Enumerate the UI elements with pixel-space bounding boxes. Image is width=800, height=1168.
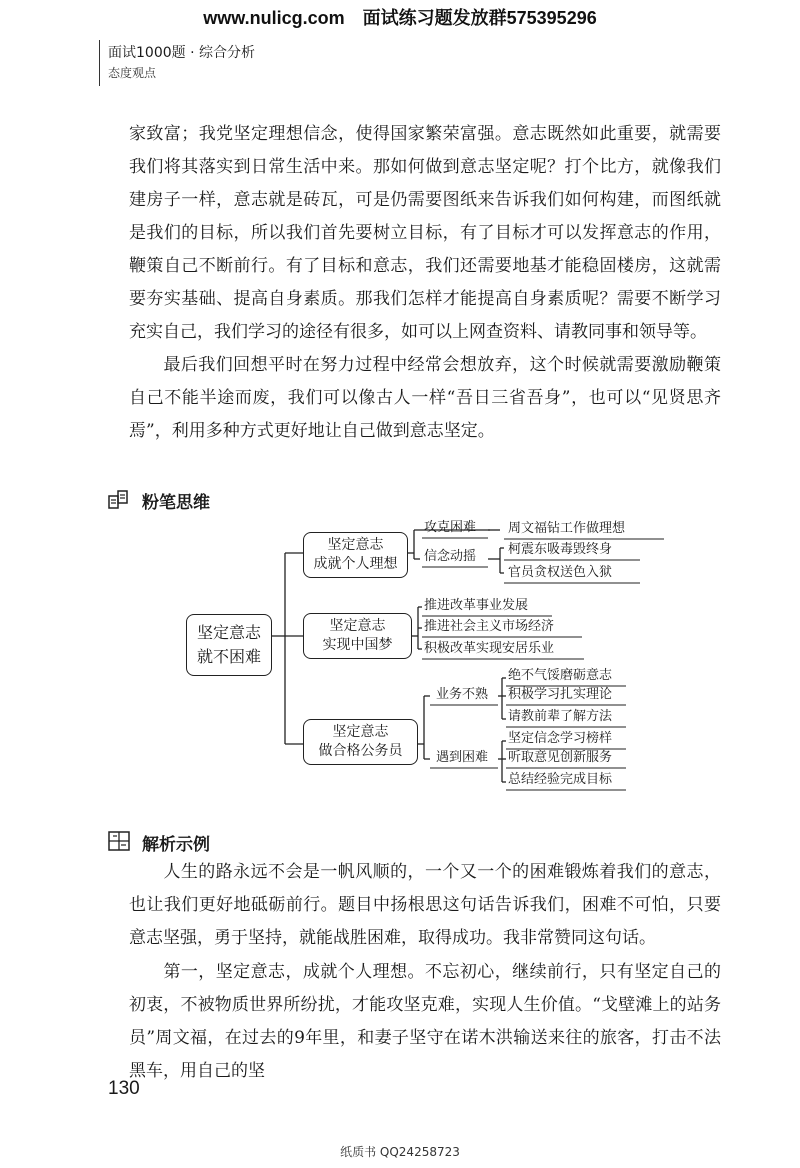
footer-note: 纸质书 QQ24258723	[340, 1145, 460, 1159]
paragraph-first-point: 第一，坚定意志，成就个人理想。不忘初心，继续前行，只有坚定自己的初衷，不被物质世界所纷扰，才能攻坚克难，实现人生价值。“戈壁滩上的站务员”周文福，在过去的9年里，和妻子坚守在诺木洪输送来往的旅客，打击不法黑车，用自己的坚	[129, 962, 721, 1081]
mindmap-sub-unfamiliar: 业务不熟	[436, 687, 489, 702]
mindmap-leaf: 柯震东吸毒毁终身	[508, 542, 613, 557]
mindmap-leaf: 听取意见创新服务	[508, 750, 613, 765]
mindmap-root: 坚定意志 就不困难	[186, 614, 272, 676]
book-title: 面试1000题 · 综合分析	[108, 45, 255, 61]
chapter-title: 态度观点	[108, 66, 157, 80]
watermark-group: 面试练习题发放群575395296	[362, 8, 597, 28]
mindmap-branch-civil-servant: 坚定意志 做合格公务员	[303, 719, 418, 765]
mindmap-leaf: 绝不气馁磨砺意志	[508, 668, 613, 683]
mindmap-leaf: 坚定信念学习榜样	[508, 731, 613, 746]
paragraph-conclusion: 最后我们回想平时在努力过程中经常会想放弃，这个时候就需要激励鞭策自己不能半途而废，我们可以像古人一样“吾日三省吾身”，也可以“见贤思齐焉”，利用多种方式更好地让自己做到意志坚定。	[129, 355, 721, 441]
section-title-analysis: 解析示例	[142, 835, 210, 855]
mindmap-sub-waver: 信念动摇	[424, 549, 477, 564]
page-number: 130	[108, 1078, 140, 1099]
mindmap-leaf: 积极改革实现安居乐业	[424, 641, 555, 656]
mindmap-branch-chinese-dream: 坚定意志 实现中国梦	[303, 613, 412, 659]
mindmap-leaf: 推进社会主义市场经济	[424, 619, 555, 634]
mindmap-leaf: 积极学习扎实理论	[508, 687, 613, 702]
mindmap-leaf: 请教前辈了解方法	[508, 709, 613, 724]
mindmap-leaf: 推进改革事业发展	[424, 598, 529, 613]
mindmap-sub-difficulty: 遇到困难	[436, 750, 489, 765]
mindmap-branch-personal-ideal: 坚定意志 成就个人理想	[303, 532, 408, 578]
mindmap-sub-overcome: 攻克困难	[424, 520, 477, 535]
mindmap-leaf: 总结经验完成目标	[508, 772, 613, 787]
mindmap-leaf: 官员贪权送色入狱	[508, 565, 613, 580]
mindmap-leaf: 周文福钻工作做理想	[508, 521, 626, 536]
section-title-thinking: 粉笔思维	[142, 493, 210, 513]
watermark-site: www.nulicg.com	[203, 8, 345, 28]
analysis-example-icon	[108, 830, 130, 857]
paragraph-intro: 人生的路永远不会是一帆风顺的，一个又一个的困难锻炼着我们的意志，也让我们更好地砥砺前行。题目中扬根思这句话告诉我们，困难不可怕，只要意志坚强，勇于坚持，就能战胜困难，取得成功。我非常赞同这句话。	[129, 862, 721, 948]
paragraph-continued: 家致富；我党坚定理想信念，使得国家繁荣富强。意志既然如此重要，就需要我们将其落实到日常生活中来。那如何做到意志坚定呢？打个比方，就像我们建房子一样，意志就是砖瓦，可是仍需要图纸来告诉我们如何构建，而图纸就是我们的目标，所以我们首先要树立目标，有了目标才可以发挥意志的作用，鞭策自己不断前行。有了目标和意志，我们还需要地基才能稳固楼房，这就需要夯实基础、提高自身素质。那我们怎样才能提高自身素质呢？需要不断学习充实自己，我们学习的途径有很多，如可以上网查资料、请教同事和领导等。	[129, 124, 721, 342]
